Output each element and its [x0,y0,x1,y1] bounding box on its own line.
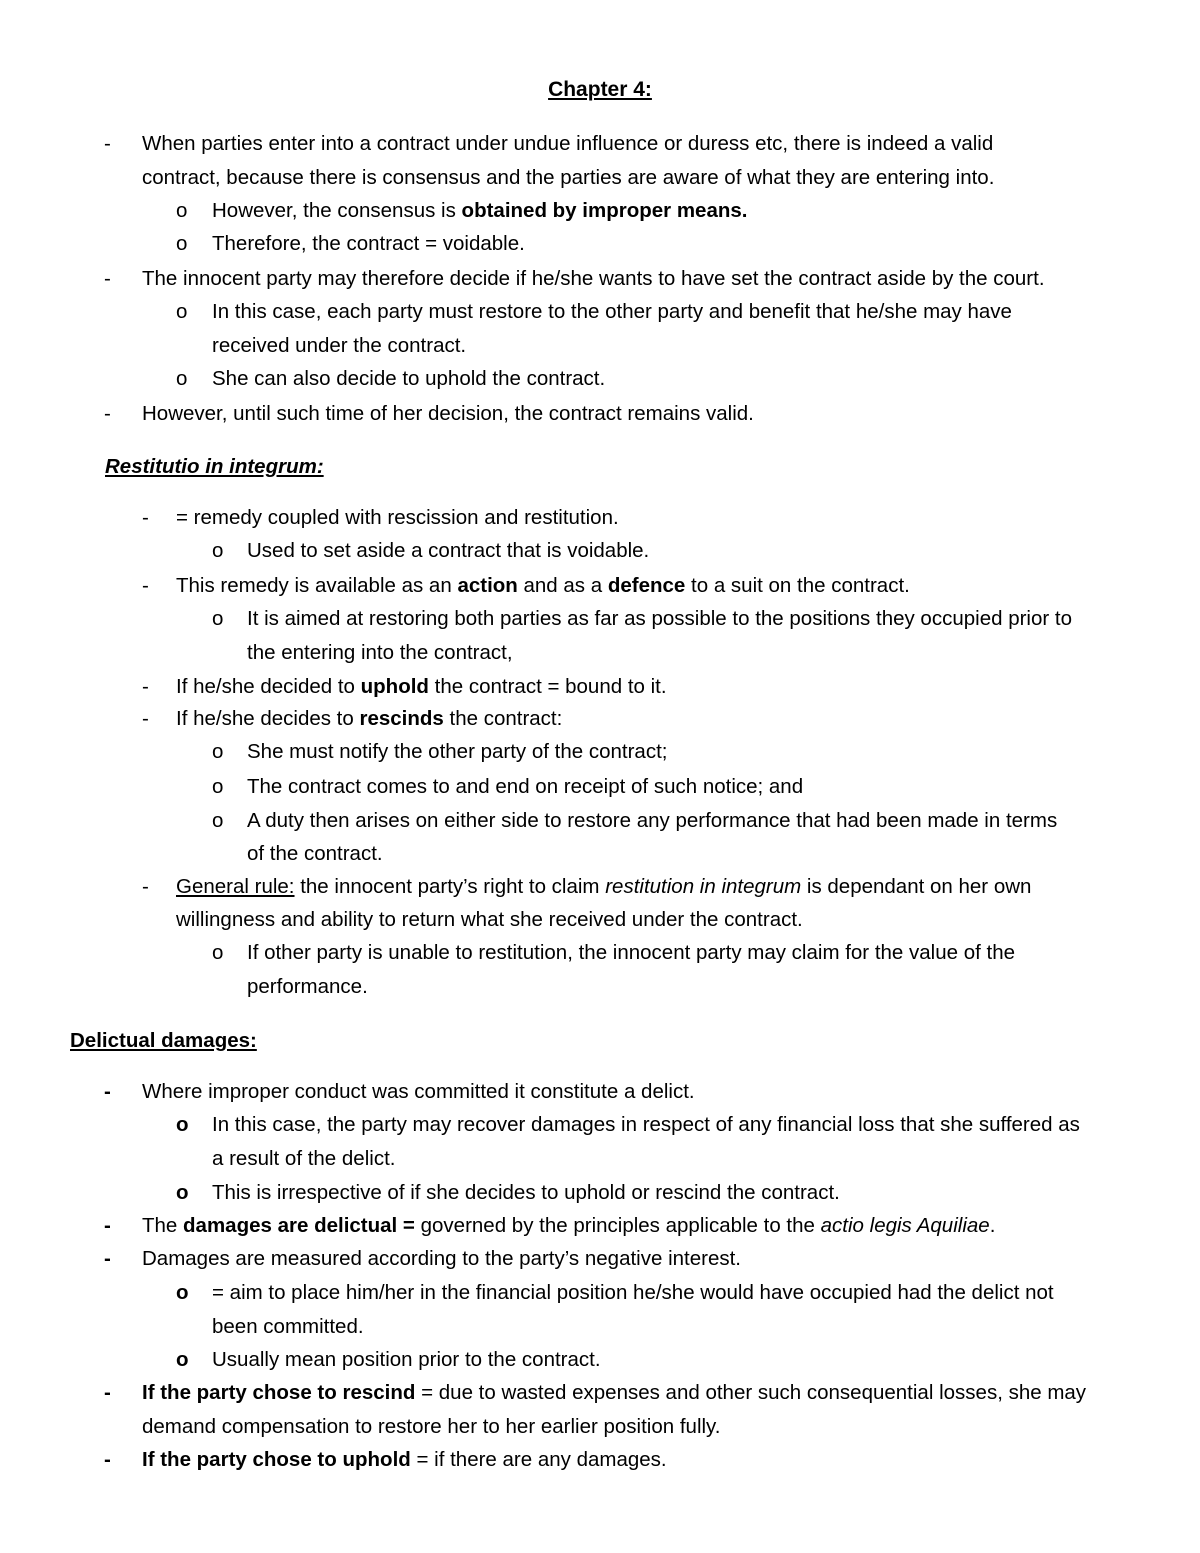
paragraph-line: This is irrespective of if she decides to uphold or rescind the contract. [212,1181,840,1204]
paragraph-line: If he/she decides to rescinds the contract: [176,707,563,730]
bullet-circle: o [176,367,188,390]
paragraph-line: This remedy is available as an action and as a defence to a suit on the contract. [176,574,910,597]
paragraph-line: However, until such time of her decision, the contract remains valid. [142,402,754,425]
bullet-dash: - [104,1247,111,1270]
section-heading-restitutio: Restitutio in integrum: [105,455,324,478]
bullet-circle: o [176,1181,189,1204]
section-heading-delictual: Delictual damages: [70,1029,257,1052]
paragraph-line: Where improper conduct was committed it constitute a delict. [142,1080,695,1103]
bullet-circle: o [176,199,188,222]
paragraph-line: In this case, the party may recover damages in respect of any financial loss that she suffered as [212,1113,1080,1136]
bullet-dash: - [142,707,149,730]
page-title: Chapter 4: [548,78,652,101]
bullet-dash: - [104,1381,111,1404]
bullet-dash: - [104,267,111,290]
paragraph-line: If he/she decided to uphold the contract = bound to it. [176,675,667,698]
paragraph-line: = aim to place him/her in the financial position he/she would have occupied had the delict not [212,1281,1054,1304]
paragraph-line: A duty then arises on either side to restore any performance that had been made in terms [247,809,1058,832]
paragraph-line: Used to set aside a contract that is voidable. [247,539,650,562]
paragraph-line: If other party is unable to restitution, the innocent party may claim for the value of the [247,941,1016,964]
bullet-dash: - [104,402,111,425]
bullet-circle: o [176,1348,189,1371]
bullet-dash: - [142,675,149,698]
bullet-circle: o [176,300,188,323]
bullet-dash: - [104,132,111,155]
paragraph-line: of the contract. [247,842,383,865]
paragraph-line: The contract comes to and end on receipt of such notice; and [247,775,804,798]
bullet-dash: - [142,574,149,597]
bullet-circle: o [212,941,224,964]
paragraph-line: The damages are delictual = governed by the principles applicable to the actio legis Aquiliae. [142,1214,996,1237]
paragraph-line: However, the consensus is obtained by improper means. [212,199,748,222]
bullet-dash: - [142,875,149,898]
paragraph-line: When parties enter into a contract under undue influence or duress etc, there is indeed a valid [142,132,994,155]
paragraph-line: been committed. [212,1315,364,1338]
paragraph-line: She must notify the other party of the contract; [247,740,668,763]
paragraph-line: Usually mean position prior to the contract. [212,1348,601,1371]
paragraph-line: In this case, each party must restore to the other party and benefit that he/she may have [212,300,1012,323]
bullet-circle: o [176,232,188,255]
bullet-circle: o [212,539,224,562]
paragraph-line: She can also decide to uphold the contract. [212,367,606,390]
paragraph-line: The innocent party may therefore decide if he/she wants to have set the contract aside by the court. [142,267,1045,290]
paragraph-line: contract, because there is consensus and the parties are aware of what they are entering into. [142,166,995,189]
paragraph-line: the entering into the contract, [247,641,513,664]
paragraph-line: General rule: the innocent party’s right to claim restitution in integrum is dependant on her own [176,875,1032,898]
bullet-circle: o [212,740,224,763]
paragraph-line: It is aimed at restoring both parties as far as possible to the positions they occupied prior to [247,607,1072,630]
bullet-circle: o [176,1281,189,1304]
paragraph-line: a result of the delict. [212,1147,396,1170]
bullet-circle: o [212,809,224,832]
bullet-dash: - [142,506,149,529]
bullet-dash: - [104,1448,111,1471]
bullet-circle: o [212,607,224,630]
paragraph-line: demand compensation to restore her to her earlier position fully. [142,1415,721,1438]
paragraph-line: If the party chose to uphold = if there are any damages. [142,1448,667,1471]
paragraph-line: = remedy coupled with rescission and restitution. [176,506,619,529]
paragraph-line: received under the contract. [212,334,467,357]
bullet-dash: - [104,1080,111,1103]
paragraph-line: Therefore, the contract = voidable. [212,232,525,255]
bullet-circle: o [212,775,224,798]
paragraph-line: performance. [247,975,368,998]
bullet-dash: - [104,1214,111,1237]
paragraph-line: willingness and ability to return what she received under the contract. [176,908,803,931]
bullet-circle: o [176,1113,189,1136]
paragraph-line: If the party chose to rescind = due to wasted expenses and other such consequential losses, she may [142,1381,1087,1404]
paragraph-line: Damages are measured according to the party’s negative interest. [142,1247,742,1270]
